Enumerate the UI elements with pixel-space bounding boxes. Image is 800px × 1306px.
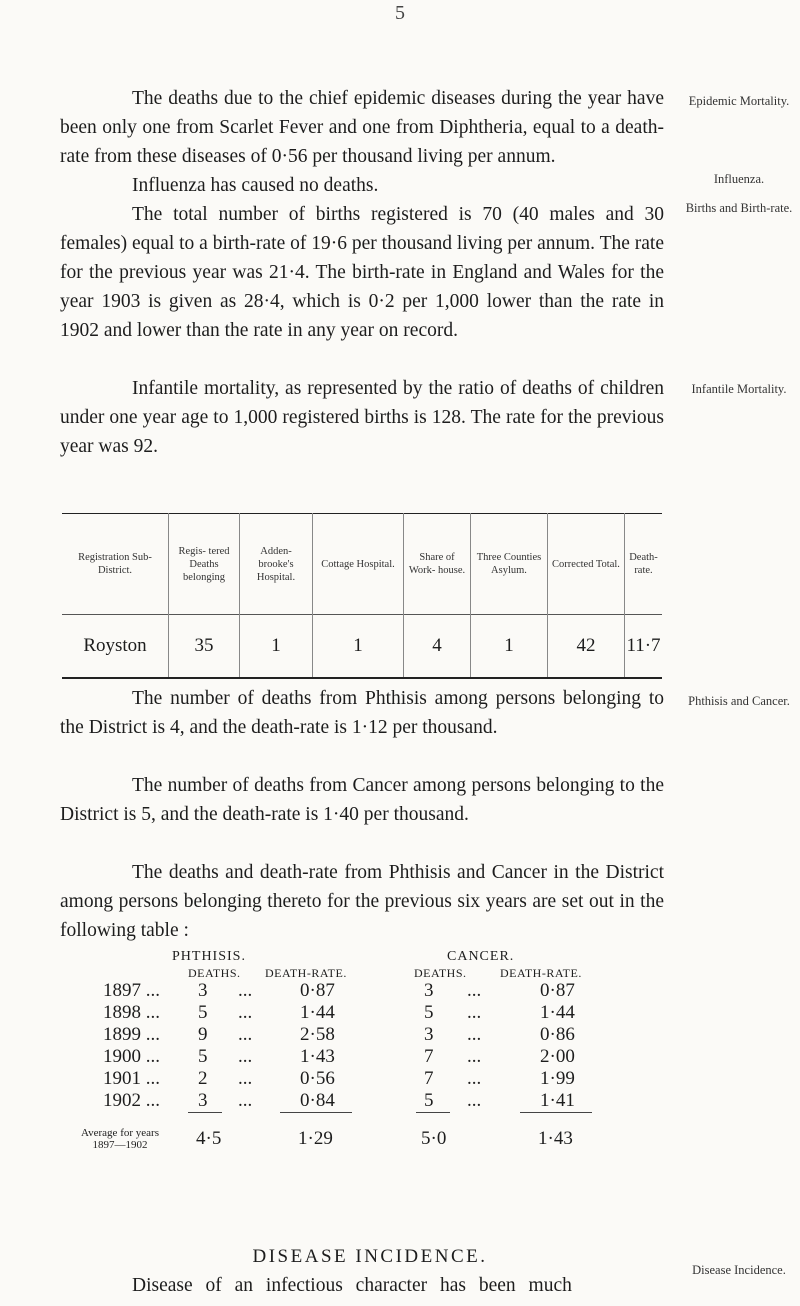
cancer-rate-label: DEATH-RATE. [500, 966, 582, 980]
row-phthisis-deaths: 9 [198, 1024, 208, 1045]
header-addenbrookes: Adden- brooke's Hospital. [240, 514, 313, 615]
row-year: 1900 ... [103, 1046, 160, 1067]
phthisis-paragraph [60, 684, 664, 742]
row-cancer-deaths: 3 [424, 1024, 434, 1045]
row-phthisis-rate: 1·43 [300, 1046, 335, 1067]
table-row [62, 615, 662, 679]
row-cancer-deaths: 5 [424, 1002, 434, 1023]
header-registered-deaths: Regis- tered Deaths belonging [169, 514, 240, 615]
disease-text: Disease of an infectious character has been much [132, 1275, 572, 1296]
infantile-paragraph [60, 374, 664, 461]
cancer-paragraph [60, 771, 664, 829]
cell-workhouse: 4 [404, 615, 471, 679]
cell-death-rate: 11·7 [625, 615, 663, 679]
row-phthisis-deaths: 3 [198, 980, 208, 1001]
sidenote-infantile: Infantile Mortality. [691, 382, 787, 396]
header-corrected-total: Corrected Total. [548, 514, 625, 615]
row-dots-1: ... [238, 1002, 253, 1023]
row-cancer-deaths: 7 [424, 1068, 434, 1089]
average-phthisis-rate: 1·29 [298, 1128, 333, 1149]
epidemic-paragraph [60, 84, 664, 171]
row-dots-2: ... [467, 1046, 482, 1067]
row-dots-2: ... [467, 980, 482, 1001]
row-phthisis-rate: 2·58 [300, 1024, 335, 1045]
row-phthisis-deaths: 5 [198, 1046, 208, 1067]
average-cancer-rate: 1·43 [538, 1128, 573, 1149]
average-phthisis-deaths: 4·5 [196, 1128, 222, 1149]
row-dots-1: ... [238, 1068, 253, 1089]
header-death-rate: Death- rate. [625, 514, 663, 615]
epidemic-text: The deaths due to the chief epidemic diseases during the year have been only one from Scarlet Fever and one from Diphtheria, equal to a death-rate from these diseases of 0·56 per thousand living per annum. [60, 88, 664, 167]
average-label [64, 1127, 176, 1151]
sidenote-influenza: Influenza. [713, 172, 765, 186]
row-dots-2: ... [467, 1024, 482, 1045]
row-cancer-deaths: 5 [424, 1090, 434, 1111]
row-phthisis-rate: 1·44 [300, 1002, 335, 1023]
row-dots-1: ... [238, 1046, 253, 1067]
header-sub-district: Registration Sub-District. [78, 552, 152, 576]
row-cancer-rate: 2·00 [540, 1046, 575, 1067]
sidenote-disease: Disease Incidence. [692, 1263, 786, 1277]
sidenote-births: Births and Birth-rate. [685, 201, 793, 215]
header-workhouse: Share of Work- house. [404, 514, 471, 615]
registration-table-header [62, 514, 662, 615]
cell-registered-deaths: 35 [169, 615, 240, 679]
infantile-text: Infantile mortality, as represented by the ratio of deaths of children under one year age to 1,000 registered births is 128. The rate for the previous year was 92. [60, 378, 664, 457]
row-dots-2: ... [467, 1090, 482, 1111]
row-cancer-rate: 0·87 [540, 980, 575, 1001]
section-heading: DISEASE INCIDENCE. [252, 1246, 488, 1267]
rule-phthisis-deaths [188, 1112, 222, 1113]
row-year: 1902 ... [103, 1090, 160, 1111]
cancer-deaths-label: DEATHS. [414, 966, 467, 980]
cancer-label: CANCER. [447, 949, 515, 964]
row-year: 1897 ... [103, 980, 160, 1001]
header-asylum: Three Counties Asylum. [471, 514, 548, 615]
average-label-line1: Average for years [81, 1127, 159, 1139]
row-cancer-deaths: 3 [424, 980, 434, 1001]
row-year: 1898 ... [103, 1002, 160, 1023]
page-number: 5 [395, 2, 405, 24]
row-phthisis-rate: 0·56 [300, 1068, 335, 1089]
row-phthisis-deaths: 2 [198, 1068, 208, 1089]
row-dots-1: ... [238, 1090, 253, 1111]
row-cancer-rate: 1·41 [540, 1090, 575, 1111]
registration-table [62, 513, 662, 679]
cell-cottage-hospital: 1 [313, 615, 404, 679]
cell-asylum: 1 [471, 615, 548, 679]
row-year: 1901 ... [103, 1068, 160, 1089]
influenza-paragraph [60, 171, 664, 200]
rule-cancer-deaths [416, 1112, 450, 1113]
rule-cancer-rate [520, 1112, 592, 1113]
row-dots-1: ... [238, 1024, 253, 1045]
row-phthisis-deaths: 5 [198, 1002, 208, 1023]
phthisis-rate-label: DEATH-RATE. [265, 966, 347, 980]
row-phthisis-rate: 0·84 [300, 1090, 335, 1111]
header-cottage-hospital: Cottage Hospital. [313, 514, 404, 615]
rule-phthisis-rate [280, 1112, 352, 1113]
row-year: 1899 ... [103, 1024, 160, 1045]
phthisis-text: The number of deaths from Phthisis among persons belonging to the District is 4, and the death-rate is 1·12 per thousand. [60, 688, 664, 738]
cell-corrected-total: 42 [548, 615, 625, 679]
sidenote-phthisis: Phthisis and Cancer. [688, 694, 790, 708]
average-label-line2: 1897—1902 [92, 1139, 148, 1151]
cell-sub-district: Royston [62, 615, 169, 679]
intro-text: The deaths and death-rate from Phthisis and Cancer in the District among persons belonging thereto for the previous six years are set out in the following table : [60, 862, 664, 941]
influenza-text: Influenza has caused no deaths. [132, 175, 379, 196]
births-paragraph [60, 200, 664, 345]
row-cancer-rate: 1·99 [540, 1068, 575, 1089]
phthisis-label: PHTHISIS. [172, 949, 246, 964]
cancer-text: The number of deaths from Cancer among persons belonging to the District is 5, and the death-rate is 1·40 per thousand. [60, 775, 664, 825]
sidenote-epidemic: Epidemic Mortality. [688, 94, 790, 108]
row-dots-2: ... [467, 1068, 482, 1089]
births-text: The total number of births registered is 70 (40 males and 30 females) equal to a birth-rate of 19·6 per thousand living per annum. The rate for the previous year was 21·4. The birth-rate in England and Wales for the year 1903 is given as 28·4, which is 0·2 per 1,000 lower than the rate in 1902 and lower than the rate in any year on record. [60, 204, 664, 341]
row-cancer-rate: 0·86 [540, 1024, 575, 1045]
row-dots-1: ... [238, 980, 253, 1001]
row-dots-2: ... [467, 1002, 482, 1023]
row-cancer-rate: 1·44 [540, 1002, 575, 1023]
disease-paragraph [60, 1271, 664, 1300]
row-phthisis-rate: 0·87 [300, 980, 335, 1001]
phthisis-deaths-label: DEATHS. [188, 966, 241, 980]
row-phthisis-deaths: 3 [198, 1090, 208, 1111]
cell-addenbrookes: 1 [240, 615, 313, 679]
row-cancer-deaths: 7 [424, 1046, 434, 1067]
intro-paragraph [60, 858, 664, 945]
average-cancer-deaths: 5·0 [421, 1128, 447, 1149]
